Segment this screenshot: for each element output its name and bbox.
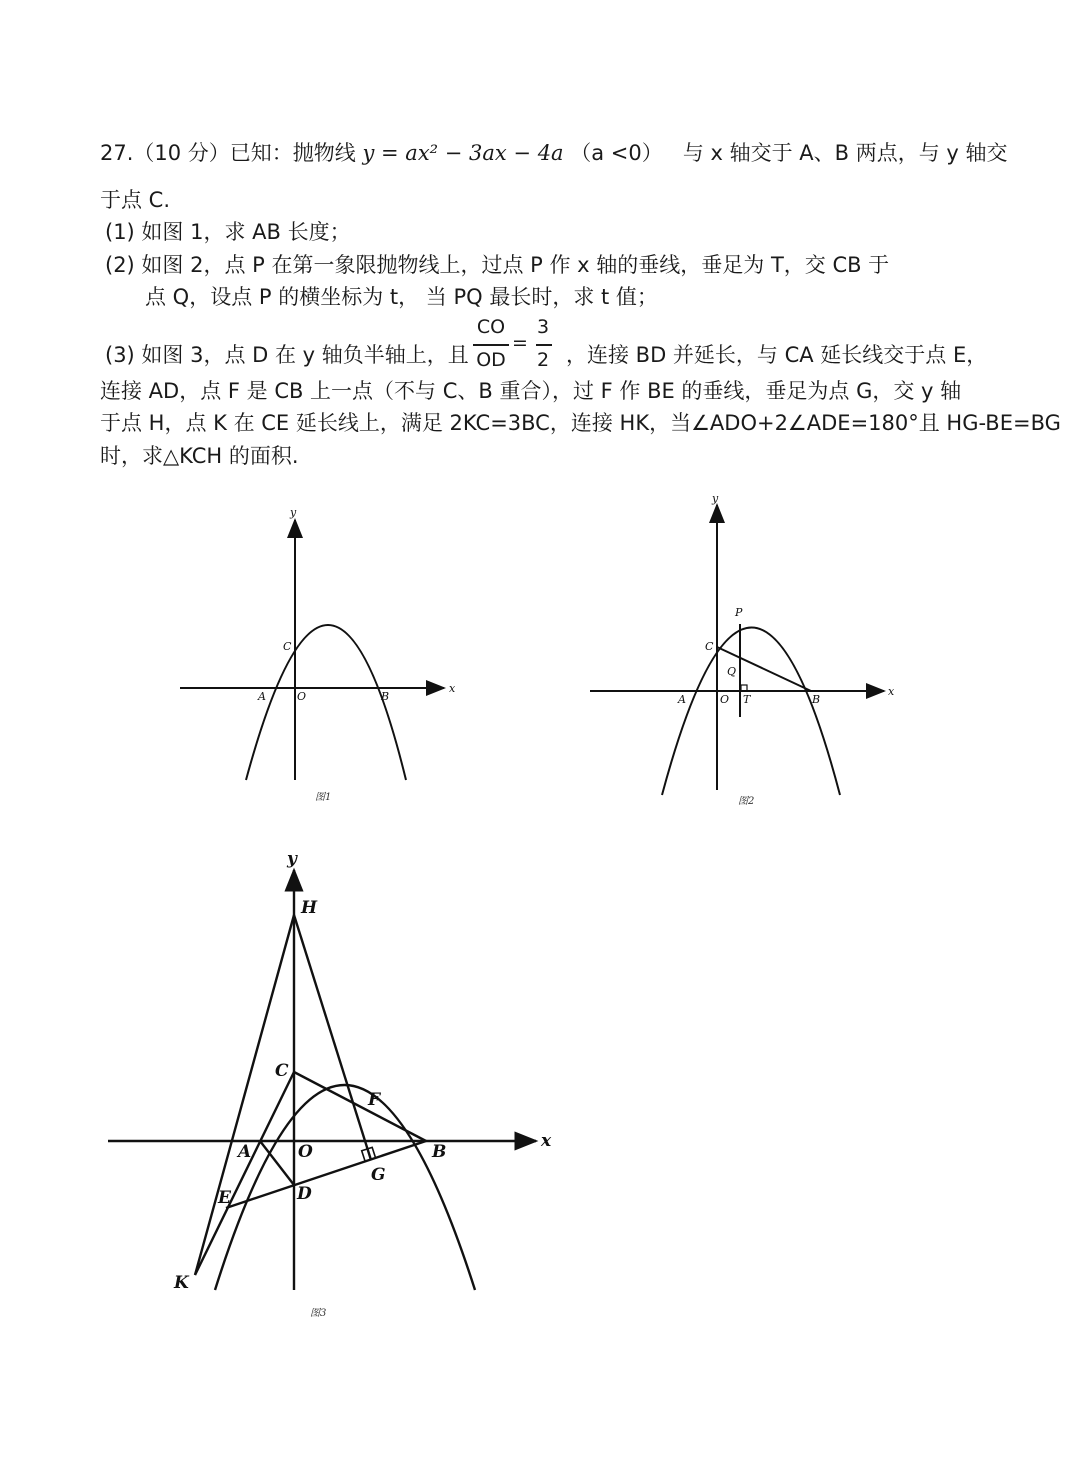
problem-line-2: 于点 C.	[100, 188, 171, 212]
part-2-text-b: 点 Q，设点 P 的横坐标为 t， 当 PQ 最长时，求 t 值；	[145, 285, 658, 309]
part-3-text-c: 于点 H，点 K 在 CE 延长线上，满足 2KC=3BC，连接 HK，当∠ADO+2∠ADE=180°且 HG-BE=BG	[100, 411, 1061, 435]
fig3-label-d: D	[297, 1184, 312, 1204]
fig3-segment-hg	[294, 915, 371, 1160]
fig3-label-k: K	[174, 1273, 189, 1293]
fig3-segment-ck	[195, 1072, 294, 1275]
condition-text: （a <0）	[570, 141, 663, 165]
fig3-label-y: y	[287, 849, 297, 869]
parabola-equation: y = ax² − 3ax − 4a	[362, 141, 564, 165]
fig3-segment-cb	[294, 1072, 426, 1141]
figure-3	[108, 870, 536, 1290]
fig3-label-h: H	[301, 898, 318, 918]
fig3-caption: 图3	[310, 1308, 327, 1319]
part-3-prefix: (3) 如图 3，点 D 在 y 轴负半轴上，且	[105, 343, 469, 367]
fraction-numerator-co: CO	[476, 316, 506, 338]
fig2-label-o: O	[720, 693, 730, 706]
fig1-label-y: y	[290, 506, 297, 519]
fraction-denominator-2: 2	[536, 349, 550, 371]
fig3-label-f: F	[368, 1090, 381, 1110]
problem-line-1-suffix: 与 x 轴交于 A、B 两点，与 y 轴交	[682, 141, 1008, 165]
fig2-label-c: C	[705, 640, 714, 653]
fig3-parabola	[215, 1085, 475, 1290]
part-3-text-d: 时，求△KCH 的面积.	[100, 444, 299, 468]
fig1-label-c: C	[283, 640, 292, 653]
fraction-denominator-od: OD	[476, 349, 506, 371]
fig1-label-a: A	[258, 690, 266, 703]
fig2-label-q: Q	[727, 665, 737, 678]
problem-number-prefix: 27.（10 分）已知：抛物线	[100, 141, 356, 165]
fig3-label-b: B	[432, 1142, 447, 1162]
fig2-label-y: y	[712, 492, 719, 505]
figure-2	[590, 505, 884, 795]
fig3-label-g: G	[371, 1165, 386, 1185]
part-3-suffix: ，连接 BD 并延长，与 CA 延长线交于点 E，	[566, 343, 988, 367]
part-2-text-a: (2) 如图 2，点 P 在第一象限抛物线上，过点 P 作 x 轴的垂线，垂足为 T，交 CB 于	[105, 253, 890, 277]
fraction-equals: =	[512, 332, 528, 354]
fraction-numerator-3: 3	[536, 316, 550, 338]
part-3-text-b: 连接 AD，点 F 是 CB 上一点（不与 C、B 重合），过 F 作 BE 的垂线，垂足为点 G，交 y 轴	[100, 379, 962, 403]
fig2-label-p: P	[735, 606, 743, 619]
fig1-label-o: O	[297, 690, 307, 703]
fig2-caption: 图2	[738, 796, 755, 807]
fig1-label-b: B	[381, 690, 390, 703]
fig2-label-x: x	[888, 685, 895, 698]
fig3-label-o: O	[298, 1142, 313, 1162]
fig2-label-t: T	[743, 693, 751, 706]
fig3-label-e: E	[218, 1188, 231, 1208]
fig2-parabola	[662, 628, 840, 796]
fig1-caption: 图1	[315, 792, 332, 803]
fig2-label-b: B	[812, 693, 821, 706]
figure-1	[180, 520, 444, 780]
fig3-label-x: x	[541, 1131, 552, 1151]
fig3-label-a: A	[238, 1142, 252, 1162]
fig1-label-x: x	[449, 682, 456, 695]
fig3-segment-hk	[195, 915, 294, 1275]
fig3-label-c: C	[275, 1061, 289, 1081]
fig2-label-a: A	[678, 693, 686, 706]
part-1-text: (1) 如图 1，求 AB 长度；	[105, 220, 351, 244]
